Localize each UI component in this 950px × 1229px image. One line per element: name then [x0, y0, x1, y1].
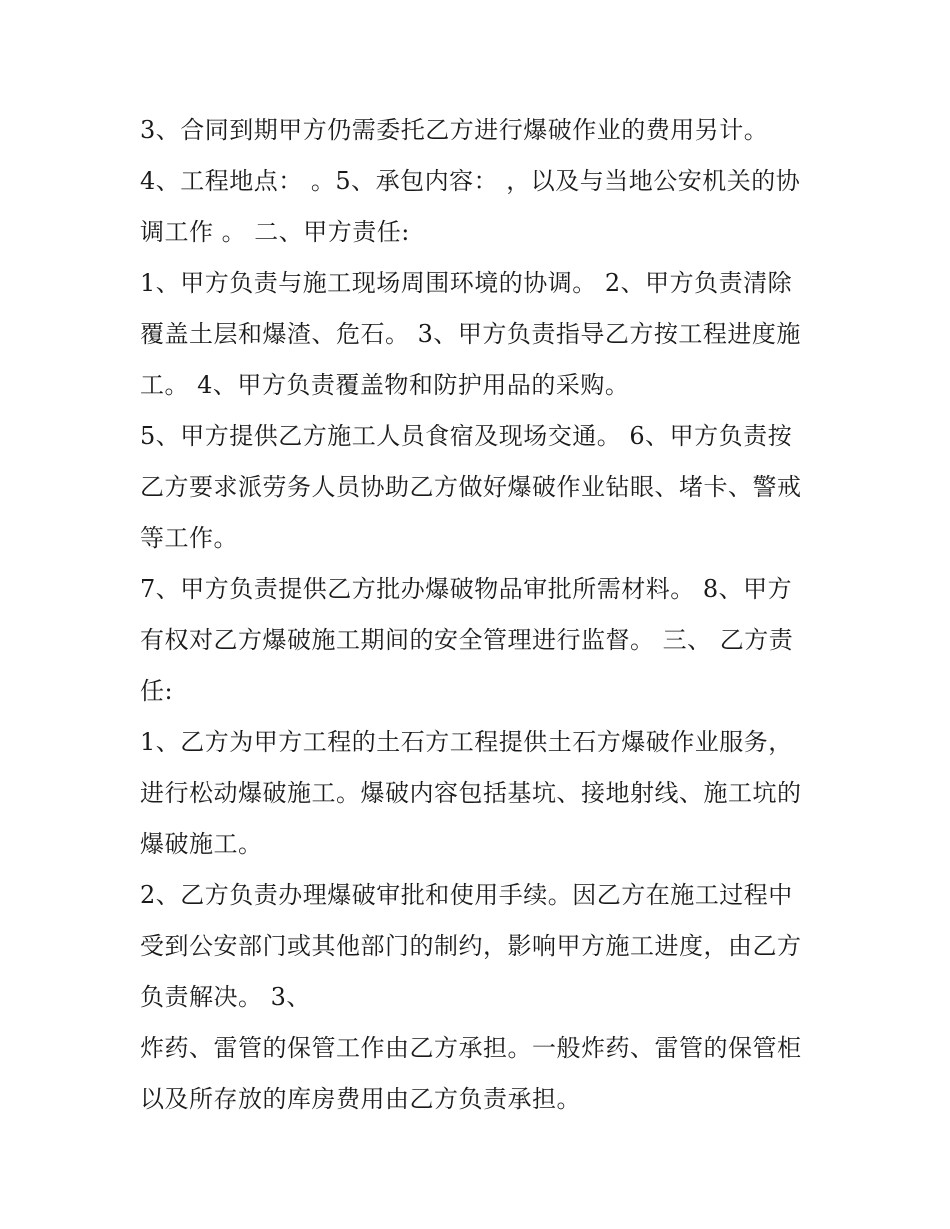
text-line: 炸药、雷管的保管工作由乙方承担。一般炸药、雷管的保管柜 — [140, 1034, 802, 1062]
text-line: 7、甲方负责提供乙方批办爆破物品审批所需材料。 8、甲方 — [140, 575, 793, 603]
text-line: 5、甲方提供乙方施工人员食宿及现场交通。 6、甲方负责按 — [140, 422, 793, 450]
text-line: 乙方要求派劳务人员协助乙方做好爆破作业钻眼、堵卡、警戒 — [140, 473, 802, 501]
text-line: 覆盖土层和爆渣、危石。 3、甲方负责指导乙方按工程进度施 — [140, 320, 801, 348]
text-line: 1、甲方负责与施工现场周围环境的协调。 2、甲方负责清除 — [140, 269, 793, 297]
text-line: 等工作。 — [140, 524, 238, 552]
text-line: 1、乙方为甲方工程的土石方工程提供土石方爆破作业服务， — [140, 728, 793, 756]
text-line: 以及所存放的库房费用由乙方负责承担。 — [140, 1085, 581, 1113]
text-line: 负责解决。 3、 — [140, 983, 311, 1011]
document-body — [140, 108, 820, 1128]
text-line: 有权对乙方爆破施工期间的安全管理进行监督。 三、 乙方责 — [140, 626, 794, 654]
text-line: 爆破施工。 — [140, 830, 263, 858]
text-line: 调工作 。 二、甲方责任: — [140, 218, 410, 246]
text-line: 3、合同到期甲方仍需委托乙方进行爆破作业的费用另计。 — [140, 116, 769, 144]
text-line: 进行松动爆破施工。爆破内容包括基坑、接地射线、施工坑的 — [140, 779, 802, 807]
text-line: 工。 4、甲方负责覆盖物和防护用品的采购。 — [140, 371, 630, 399]
text-line: 2、乙方负责办理爆破审批和使用手续。因乙方在施工过程中 — [140, 881, 793, 909]
text-line: 4、工程地点： 。5、承包内容： ，以及与当地公安机关的协 — [140, 167, 801, 195]
text-line: 受到公安部门或其他部门的制约，影响甲方施工进度，由乙方 — [140, 932, 802, 960]
text-line: 任: — [140, 677, 174, 705]
